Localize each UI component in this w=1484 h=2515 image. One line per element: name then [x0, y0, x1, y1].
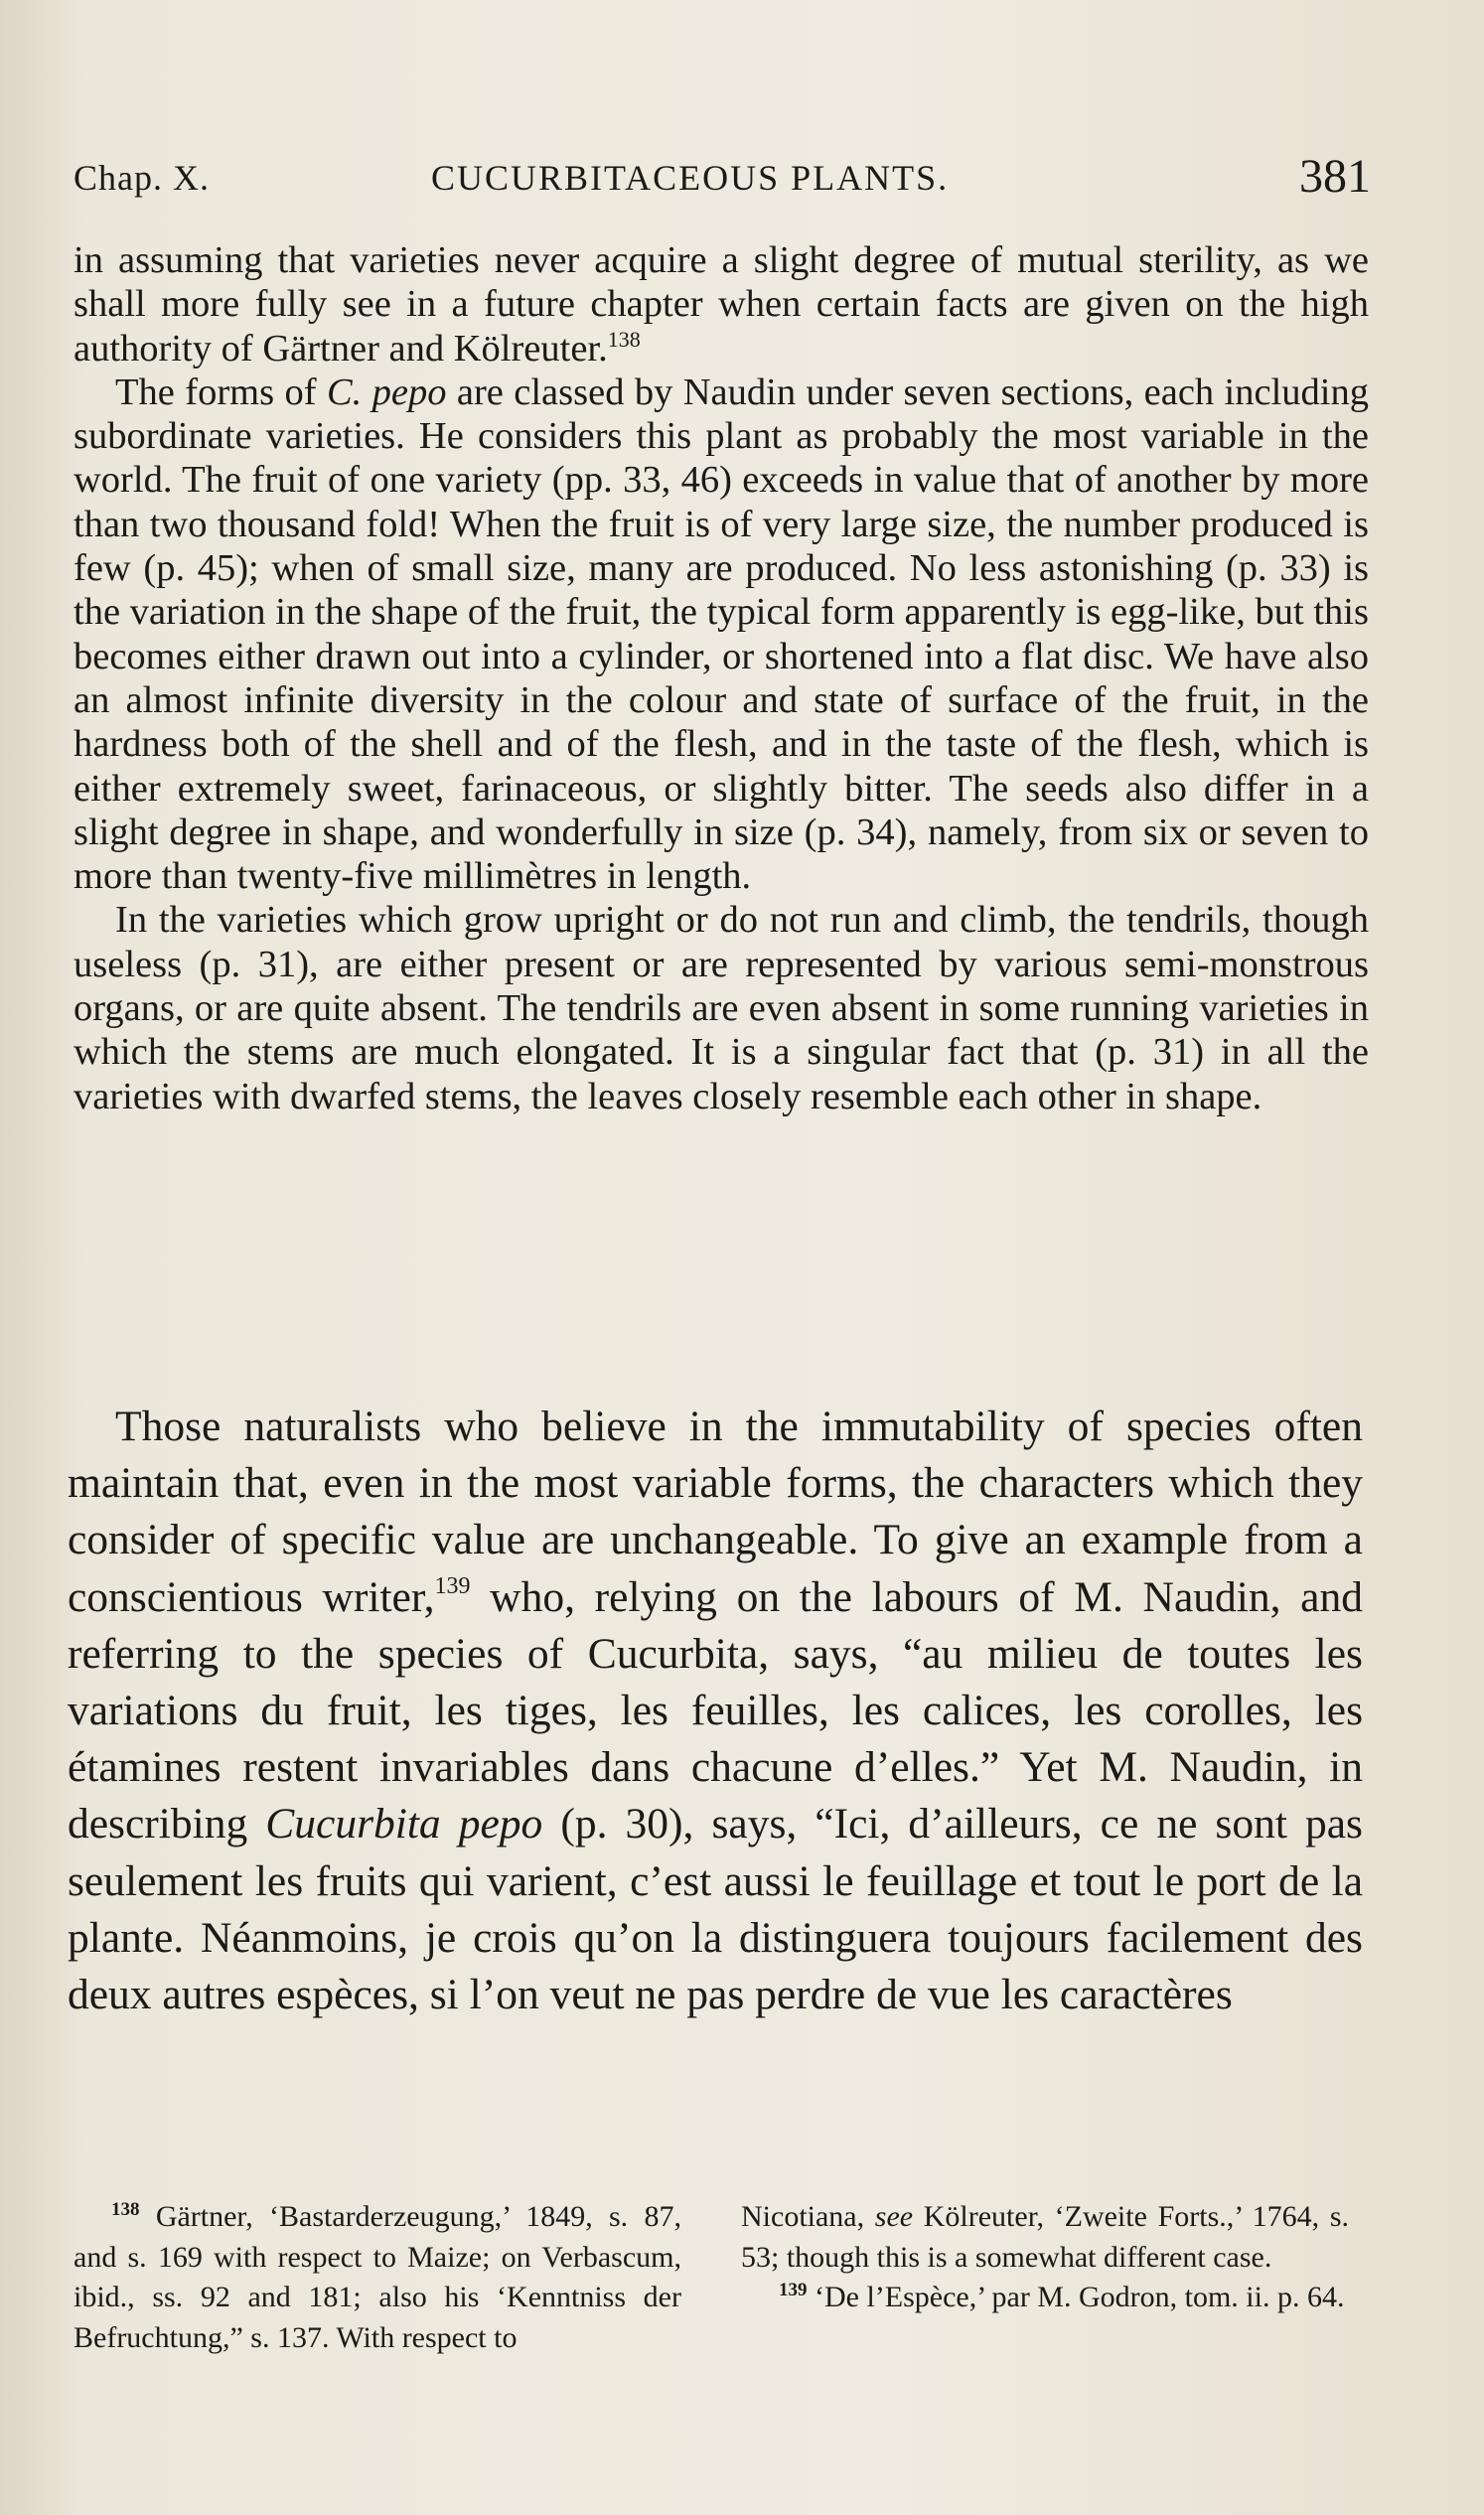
paragraph-text: who, relying on the labours of M. Naudin, and referring to the species of Cucurbita, says, “au milieu de toutes les variations du fruit, les tiges, les feuilles, les calices, les corolles, les étamines restent invariables dans chacune d’elles.” Yet M. Naudin, in describing	[68, 1572, 1363, 1849]
body-text-main	[68, 1399, 1363, 2023]
paragraph	[74, 238, 1369, 370]
footnote-138-continued	[741, 2197, 1349, 2278]
footnote-138	[74, 2197, 681, 2358]
footnote-number: 139	[779, 2280, 808, 2300]
paragraph-text: The forms of	[115, 370, 327, 413]
footnote-text: ‘De l’Espèce,’ par M. Godron, tom. ii. p. 64.	[807, 2281, 1345, 2313]
footnote-text: Nicotiana,	[741, 2200, 875, 2233]
paragraph-text: in assuming that varieties never acquire a slight degree of mutual sterility, as we shall more fully see in a future chapter when certain facts are given on the high authority of Gärtner and Kölreuter.	[74, 239, 1369, 370]
chapter-label: Chap. X.	[74, 158, 210, 198]
paragraph: In the varieties which grow upright or do not run and climb, the tendrils, though useless (p. 31), are either present or are represented by various semi-monstrous organs, or are quite absent. The tendrils are even absent in some running varieties in which the stems are much elongated. It is a singular fact that (p. 31) in all the varieties with dwarfed stems, the leaves closely resemble each other in shape.	[74, 899, 1369, 1117]
running-title: CUCURBITACEOUS PLANTS.	[431, 158, 950, 198]
italic-name: C. pepo	[326, 370, 447, 413]
footnote-column-right	[741, 2197, 1349, 2318]
body-text-top	[74, 238, 1369, 1118]
footnote-text: Kölreuter, ‘Zweite Forts.,’ 1764, s. 53; though this is a somewhat different case.	[741, 2200, 1349, 2274]
footnote-139	[741, 2278, 1349, 2318]
footnote-column-left	[74, 2197, 681, 2358]
footnote-ref: 138	[607, 326, 641, 352]
paragraph	[68, 1399, 1363, 2023]
footnote-number: 138	[111, 2199, 140, 2220]
paragraph-text: Those naturalists who believe in the immutability of species often maintain that, even in the most variable forms, the characters which they consider of specific value are unchangeable. To give an example from a conscientious writer,	[68, 1403, 1363, 1621]
paragraph-text: are classed by Naudin under seven sections, each including subordinate varieties. He considers this plant as probably the most variable in the world. The fruit of one variety (pp. 33, 46) exceeds in value that of another by more than two thousand fold! When the fruit is of very large size, the number produced is few (p. 45); when of small size, many are produced. No less astonishing (p. 33) is the variation in the shape of the fruit, the typical form apparently is egg-like, but this becomes either drawn out into a cylinder, or shortened into a flat disc. We have also an almost infinite diversity in the colour and state of surface of the fruit, in the hardness both of the shell and of the flesh, and in the taste of the flesh, which is either extremely sweet, farinaceous, or slightly bitter. The seeds also differ in a slight degree in shape, and wonderfully in size (p. 34), namely, from six or seven to more than twenty-five millimètres in length.	[74, 370, 1369, 898]
page-number: 381	[1299, 150, 1371, 203]
paragraph-text: (p. 30), says, “Ici, d’ailleurs, ce ne sont pas seulement les fruits qui varient, c’est aussi le feuillage et tout le port de la plante. Néanmoins, je crois qu’on la distinguera toujours facilement des deux autres espèces, si l’on veut ne pas perdre de vue les caractères	[68, 1800, 1363, 2019]
footnote-ref: 139	[434, 1572, 471, 1599]
footnote-text: Gärtner, ‘Bastarderzeugung,’ 1849, s. 87, and s. 169 with respect to Maize; on Verbascum, ibid., ss. 92 and 181; also his ‘Kenntniss der Befruchtung,” s. 137. With respect to	[74, 2200, 681, 2354]
paragraph	[74, 370, 1369, 899]
italic-name: Cucurbita pepo	[265, 1800, 543, 1849]
running-header	[74, 149, 1371, 209]
footnote-italic: see	[874, 2200, 914, 2233]
